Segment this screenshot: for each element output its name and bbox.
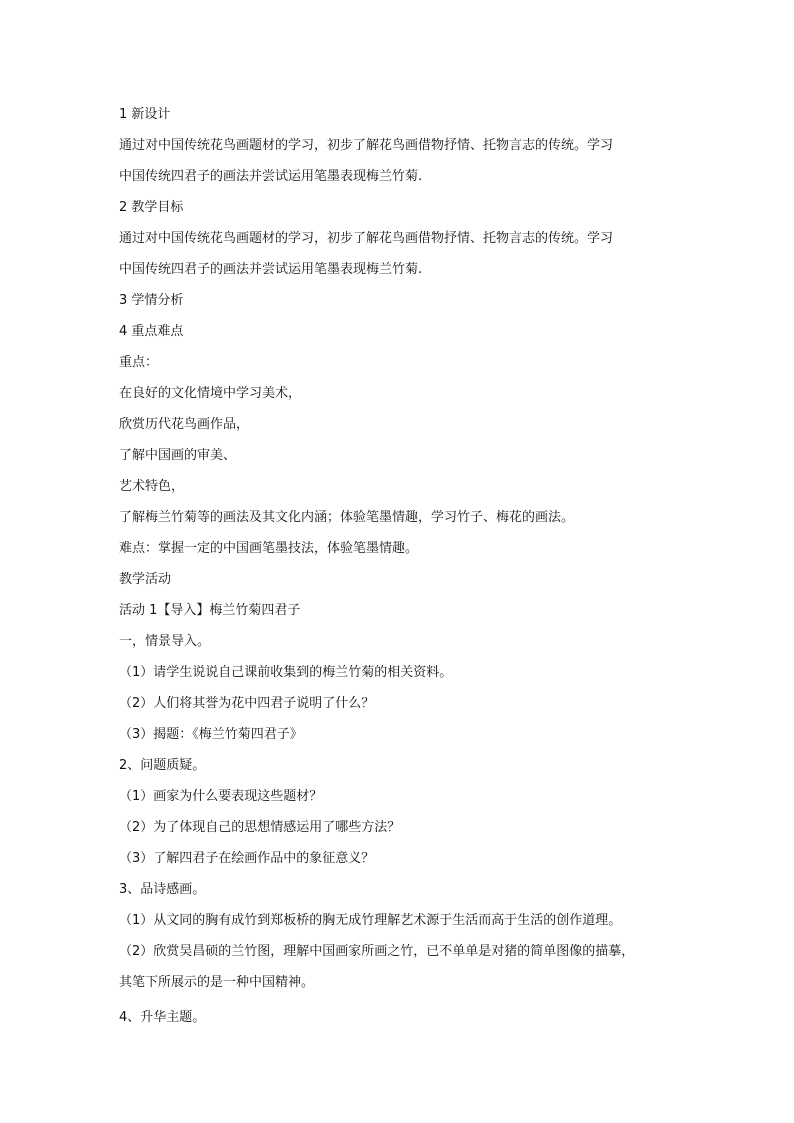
paragraph-line: 艺术特色， (119, 479, 185, 494)
activity-heading: 活动 1【导入】梅兰竹菊四君子 (119, 603, 301, 618)
paragraph-line: 中国传统四君子的画法并尝试运用笔墨表现梅兰竹菊. (119, 262, 423, 277)
paragraph-line: 欣赏历代花鸟画作品， (119, 417, 250, 432)
list-item: （1）画家为什么要表现这些题材？ (119, 789, 323, 804)
section-heading-student-analysis: 3 学情分析 (119, 293, 184, 308)
paragraph-line: 通过对中国传统花鸟画题材的学习，初步了解花鸟画借物抒情、托物言志的传统。学习 (119, 138, 614, 153)
list-item: （2）欣赏吴昌硕的兰竹图，理解中国画家所画之竹，已不单单是对猪的简单图像的描摹， (119, 944, 635, 959)
paragraph-line: 通过对中国传统花鸟画题材的学习，初步了解花鸟画借物抒情、托物言志的传统。学习 (119, 231, 614, 246)
list-item: （3）揭题：《梅兰竹菊四君子》 (119, 727, 303, 742)
list-heading: 一，情景导入。 (119, 634, 211, 649)
list-heading: 3、品诗感画。 (119, 882, 206, 897)
list-heading: 4、升华主题。 (119, 1010, 206, 1025)
paragraph-line: 了解梅兰竹菊等的画法及其文化内涵；体验笔墨情趣，学习竹子、梅花的画法。 (119, 510, 575, 525)
difficulty-line: 难点：掌握一定的中国画笔墨技法，体验笔墨情趣。 (119, 541, 419, 556)
section-heading-teaching-goals: 2 教学目标 (119, 200, 184, 215)
list-item: （2）为了体现自己的思想情感运用了哪些方法？ (119, 820, 401, 835)
paragraph-line: 了解中国画的审美、 (119, 448, 237, 463)
list-item: （2）人们将其誉为花中四君子说明了什么？ (119, 696, 375, 711)
list-item: （3）了解四君子在绘画作品中的象征意义？ (119, 851, 375, 866)
list-heading: 2、问题质疑。 (119, 758, 206, 773)
list-item: （1）从文同的胸有成竹到郑板桥的胸无成竹理解艺术源于生活而高于生活的创作道理。 (119, 913, 622, 928)
paragraph-line: 其笔下所展示的是一种中国精神。 (119, 975, 315, 990)
section-heading-new-design: 1 新设计 (119, 107, 171, 122)
section-heading-key-points: 4 重点难点 (119, 324, 184, 339)
section-heading-teaching-activities: 教学活动 (119, 572, 172, 587)
document-body (119, 99, 679, 1033)
paragraph-line: 在良好的文化情境中学习美术， (119, 386, 302, 401)
list-item: （1）请学生说说自己课前收集到的梅兰竹菊的相关资料。 (119, 665, 453, 680)
key-points-label: 重点： (119, 355, 159, 370)
paragraph-line: 中国传统四君子的画法并尝试运用笔墨表现梅兰竹菊. (119, 169, 423, 184)
